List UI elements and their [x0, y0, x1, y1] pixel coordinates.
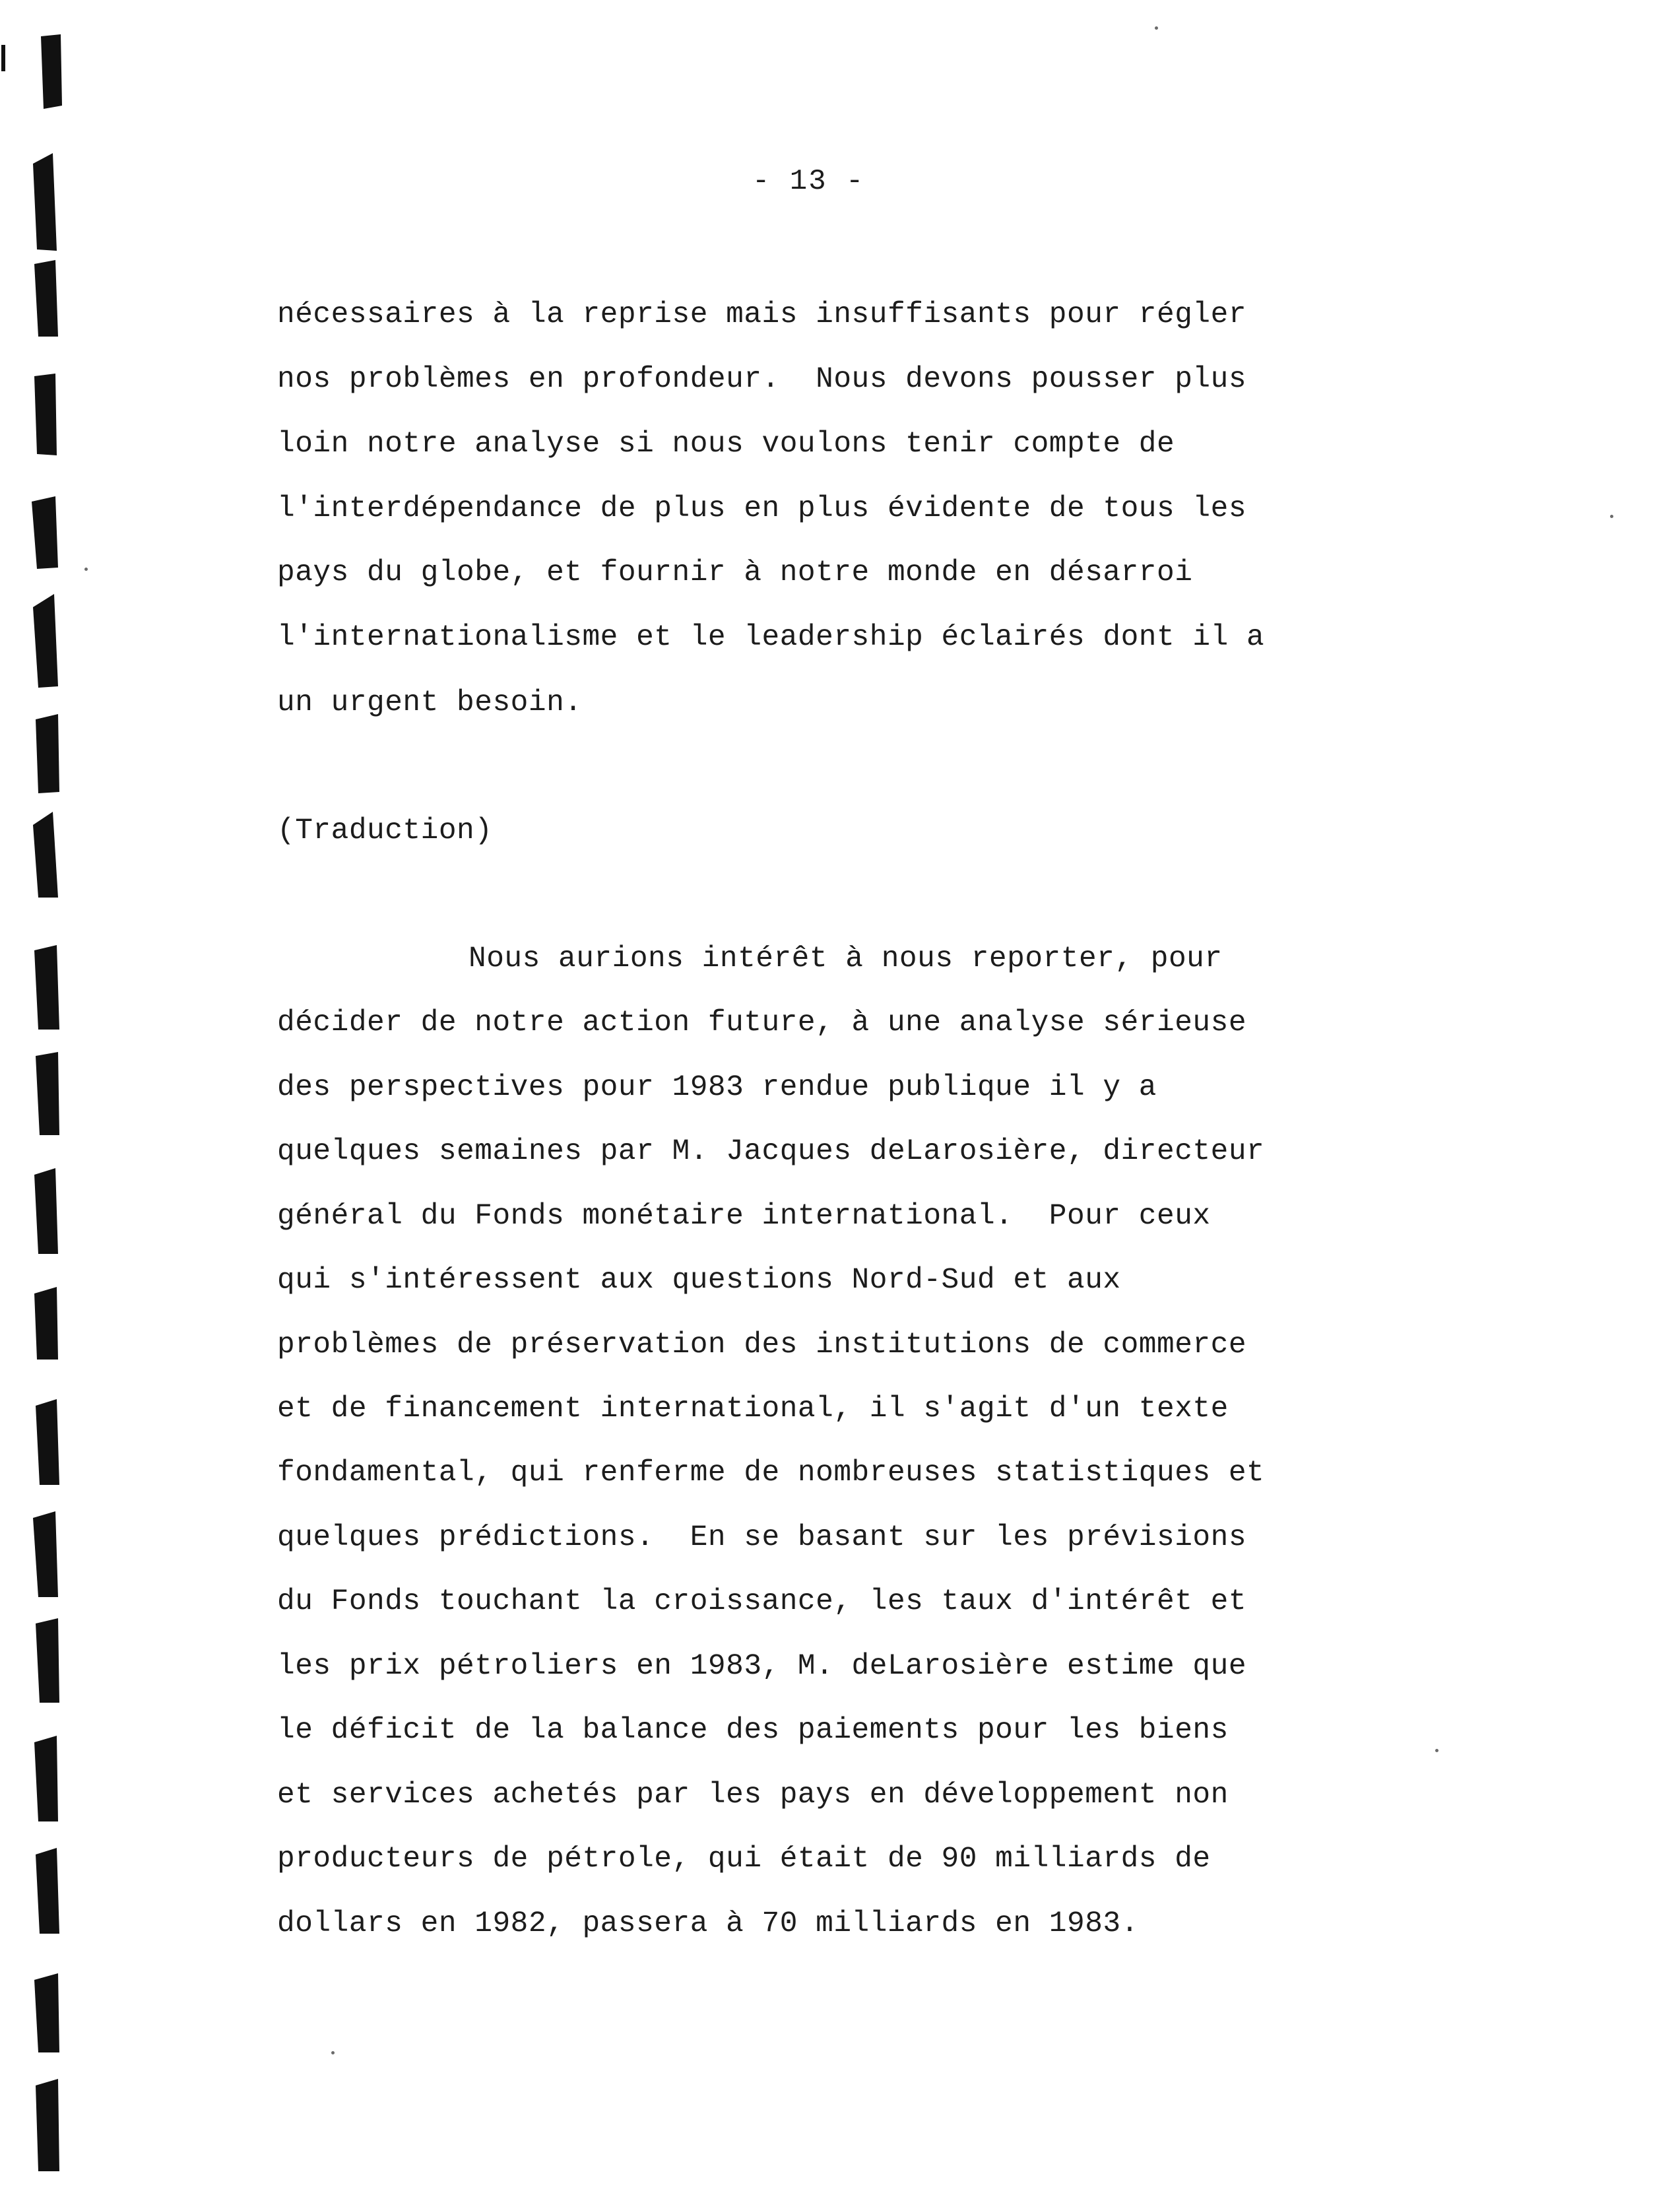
text-line: du Fonds touchant la croissance, les taux d'intérêt et	[277, 1585, 1247, 1618]
scan-speck	[331, 2051, 335, 2054]
text-line: producteurs de pétrole, qui était de 90 milliards de	[277, 1843, 1211, 1876]
page-number: - 13 -	[752, 165, 865, 198]
text-line: dollars en 1982, passera à 70 milliards en 1983.	[277, 1907, 1139, 1940]
text-line: l'internationalisme et le leadership éclairés dont il a	[277, 621, 1265, 654]
text-line: nos problèmes en profondeur. Nous devons pousser plus	[277, 363, 1247, 396]
binder-marks-graphic	[0, 0, 73, 2197]
scan-speck	[1155, 26, 1158, 30]
text-line: et services achetés par les pays en développement non	[277, 1779, 1229, 1812]
text-line: Nous aurions intérêt à nous reporter, pour	[468, 942, 1223, 975]
text-line: un urgent besoin.	[277, 686, 583, 719]
text-line: fondamental, qui renferme de nombreuses statistiques et	[277, 1457, 1265, 1490]
text-line: décider de notre action future, à une analyse sérieuse	[277, 1006, 1247, 1039]
text-line: et de financement international, il s'agit d'un texte	[277, 1393, 1229, 1426]
text-line: général du Fonds monétaire international. Pour ceux	[277, 1200, 1211, 1233]
scan-speck	[1435, 1749, 1438, 1752]
binder-hole-marks	[0, 0, 73, 2197]
text-line: quelques semaines par M. Jacques deLarosière, directeur	[277, 1135, 1265, 1168]
text-line: des perspectives pour 1983 rendue publique il y a	[277, 1071, 1157, 1104]
text-line: loin notre analyse si nous voulons tenir compte de	[277, 428, 1175, 461]
text-line: quelques prédictions. En se basant sur les prévisions	[277, 1521, 1247, 1554]
traduction-label: (Traduction)	[277, 814, 493, 847]
scan-speck	[1610, 515, 1613, 518]
scan-speck	[84, 568, 88, 571]
text-line: les prix pétroliers en 1983, M. deLarosière estime que	[277, 1650, 1247, 1683]
text-line: nécessaires à la reprise mais insuffisants pour régler	[277, 298, 1247, 331]
text-line: qui s'intéressent aux questions Nord-Sud et aux	[277, 1264, 1121, 1297]
text-line: problèmes de préservation des institutions de commerce	[277, 1328, 1247, 1361]
text-line: le déficit de la balance des paiements pour les biens	[277, 1714, 1229, 1747]
text-line: l'interdépendance de plus en plus évidente de tous les	[277, 492, 1247, 525]
text-line: pays du globe, et fournir à notre monde en désarroi	[277, 556, 1193, 589]
